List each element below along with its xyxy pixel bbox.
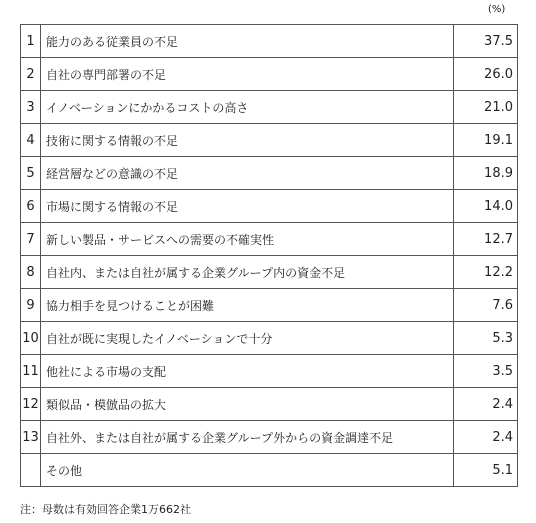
table-row: [21, 124, 518, 157]
table-row: [21, 25, 518, 58]
row-value: 12.2: [453, 256, 517, 289]
row-number: 9: [21, 289, 41, 322]
row-value: 18.9: [453, 157, 517, 190]
table-row: [21, 322, 518, 355]
row-label: 自社が既に実現したイノベーションで十分: [41, 322, 454, 355]
row-label: 市場に関する情報の不足: [41, 190, 454, 223]
row-value: 12.7: [453, 223, 517, 256]
row-label: イノベーションにかかるコストの高さ: [41, 91, 454, 124]
table-row: [21, 223, 518, 256]
row-label: 能力のある従業員の不足: [41, 25, 454, 58]
row-number: 6: [21, 190, 41, 223]
row-label: 自社の専門部署の不足: [41, 58, 454, 91]
unit-label: (%): [488, 4, 506, 15]
row-value: 2.4: [453, 421, 517, 454]
row-number: 4: [21, 124, 41, 157]
row-label: 新しい製品・サービスへの需要の不確実性: [41, 223, 454, 256]
row-label: 技術に関する情報の不足: [41, 124, 454, 157]
table-row: [21, 58, 518, 91]
row-number: 3: [21, 91, 41, 124]
row-number: 2: [21, 58, 41, 91]
row-value: 5.1: [453, 454, 517, 487]
table-row: [21, 91, 518, 124]
row-number: 1: [21, 25, 41, 58]
row-label: 自社内、または自社が属する企業グループ内の資金不足: [41, 256, 454, 289]
row-label: 経営層などの意識の不足: [41, 157, 454, 190]
row-number: 7: [21, 223, 41, 256]
row-label: 他社による市場の支配: [41, 355, 454, 388]
row-value: 14.0: [453, 190, 517, 223]
row-label: その他: [41, 454, 454, 487]
table-row: [21, 157, 518, 190]
row-number: 11: [21, 355, 41, 388]
table-row: [21, 421, 518, 454]
table-row: [21, 190, 518, 223]
row-value: 37.5: [453, 25, 517, 58]
row-value: 2.4: [453, 388, 517, 421]
table-row: [21, 388, 518, 421]
row-number: 13: [21, 421, 41, 454]
row-number: 8: [21, 256, 41, 289]
row-label: 類似品・模倣品の拡大: [41, 388, 454, 421]
row-number: [21, 454, 41, 487]
row-value: 5.3: [453, 322, 517, 355]
row-value: 26.0: [453, 58, 517, 91]
table-row: [21, 355, 518, 388]
row-label: 協力相手を見つけることが困難: [41, 289, 454, 322]
row-value: 7.6: [453, 289, 517, 322]
row-value: 21.0: [453, 91, 517, 124]
row-number: 10: [21, 322, 41, 355]
footnote: 注：母数は有効回答企業1万662社: [20, 503, 191, 516]
obstacles-table: [20, 24, 518, 487]
table-row: [21, 454, 518, 487]
table-row: [21, 256, 518, 289]
row-label: 自社外、または自社が属する企業グループ外からの資金調達不足: [41, 421, 454, 454]
row-number: 5: [21, 157, 41, 190]
row-number: 12: [21, 388, 41, 421]
table-row: [21, 289, 518, 322]
row-value: 3.5: [453, 355, 517, 388]
row-value: 19.1: [453, 124, 517, 157]
